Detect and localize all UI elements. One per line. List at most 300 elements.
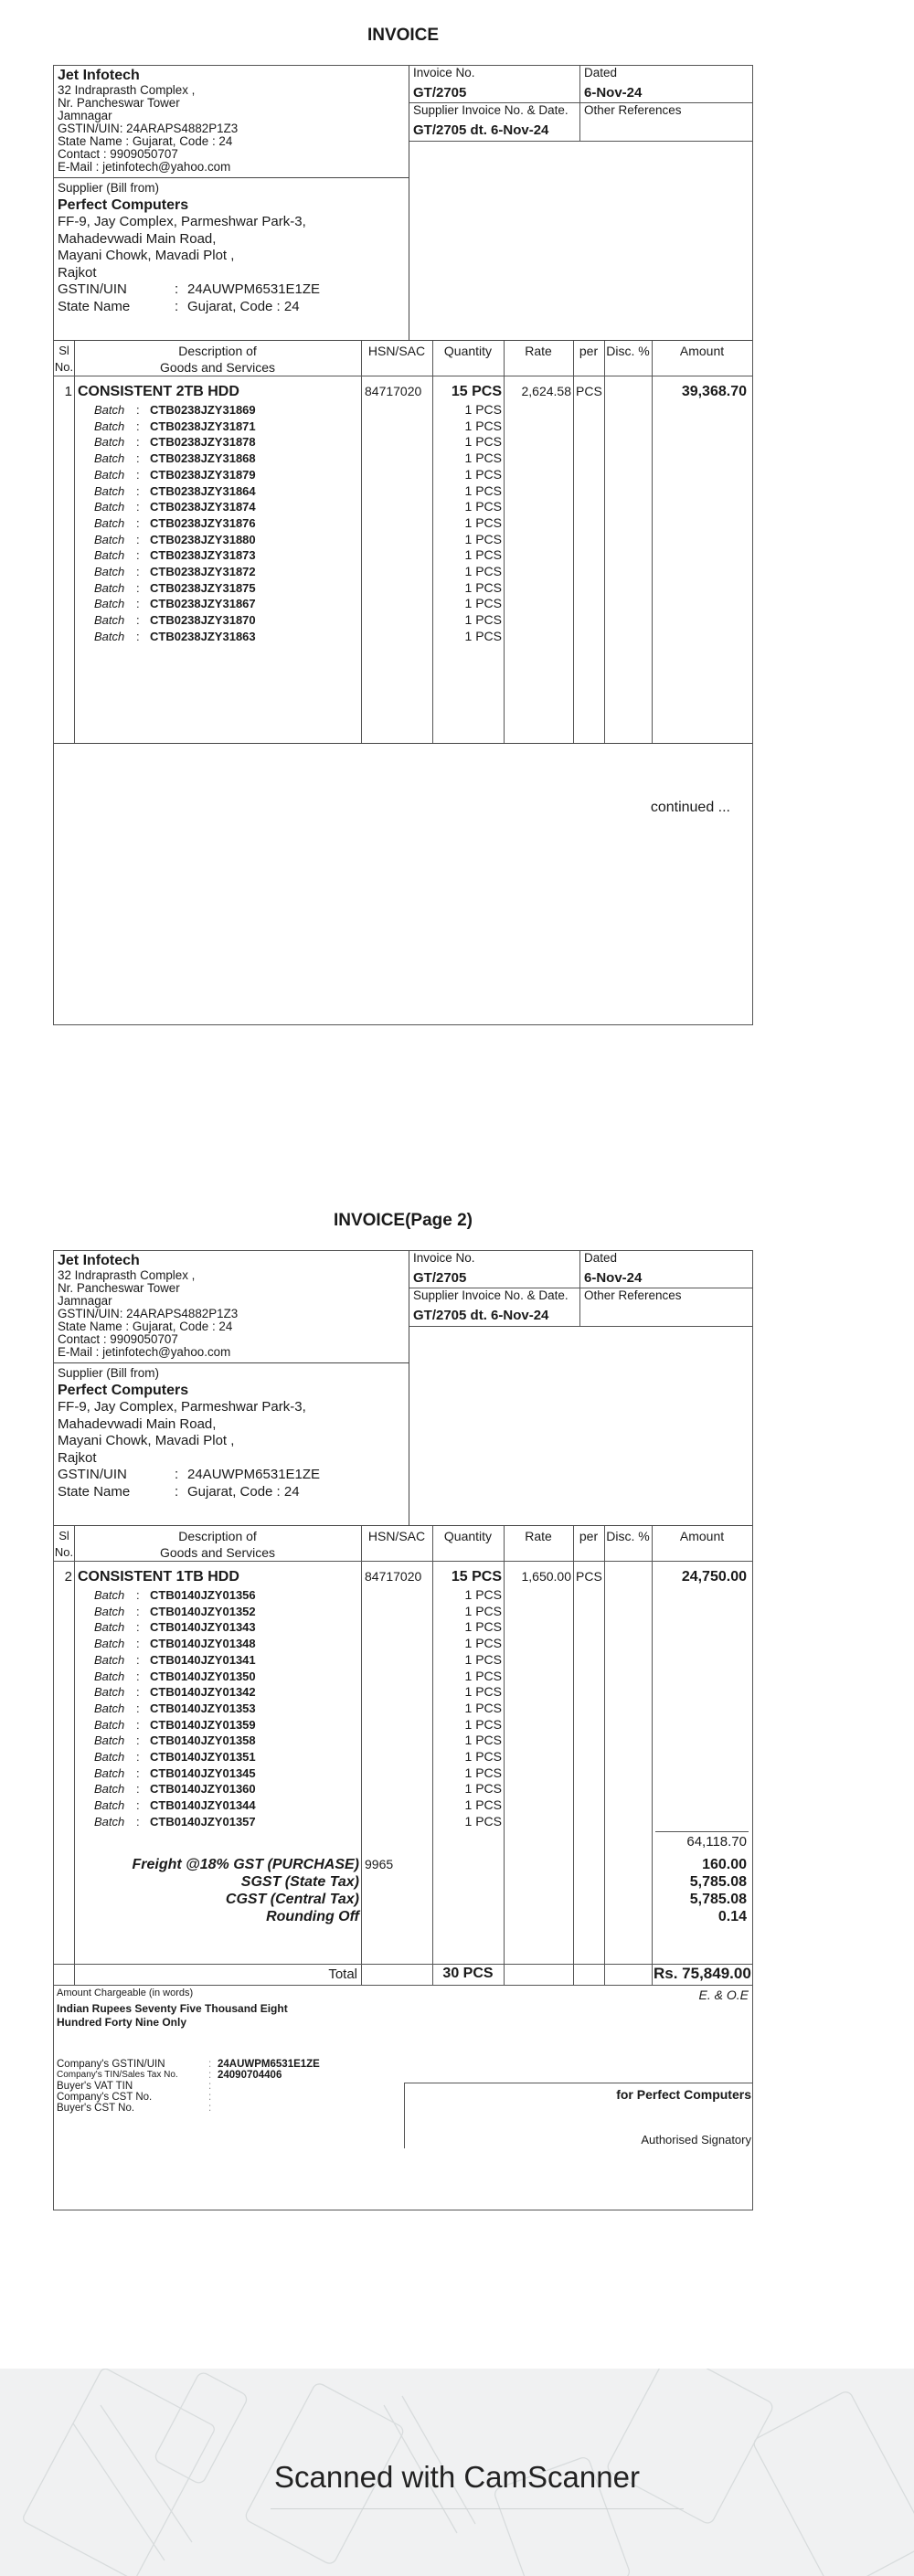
separator: :	[136, 1604, 140, 1618]
batch-label: Batch	[94, 1588, 125, 1602]
separator: :	[136, 500, 140, 514]
item-per: PCS	[576, 1569, 602, 1584]
separator: :	[136, 1588, 140, 1602]
batch-quantity: 1 PCS	[464, 451, 502, 466]
buyer-email: E-Mail : jetinfotech@yahoo.com	[58, 160, 231, 174]
batch-number: CTB0238JZY31875	[150, 580, 256, 595]
item-rate: 1,650.00	[521, 1569, 571, 1584]
batch-label: Batch	[94, 532, 125, 546]
watermark-text: Scanned with CamScanner	[274, 2460, 640, 2494]
batch-number: CTB0140JZY01353	[150, 1701, 256, 1715]
column-divider	[74, 341, 75, 743]
buyer-block	[58, 68, 238, 174]
amount-words-line2: Hundred Forty Nine Only	[57, 2016, 187, 2029]
batch-row	[94, 1587, 256, 1604]
batch-row	[94, 1652, 256, 1669]
batch-row	[94, 580, 256, 597]
divider	[54, 1362, 409, 1363]
invoice-no-label: Invoice No.	[413, 1251, 475, 1265]
supplier-invoice-cell	[409, 103, 579, 138]
separator: :	[136, 1685, 140, 1700]
supplier-address-line: Mayani Chowk, Mavadi Plot ,	[58, 248, 235, 263]
supplier-invoice-cell	[409, 1288, 579, 1323]
separator: :	[136, 1733, 140, 1748]
batch-number: CTB0238JZY31863	[150, 629, 256, 643]
item-quantity: 15 PCS	[451, 1569, 502, 1585]
batch-number: CTB0140JZY01341	[150, 1652, 256, 1667]
batch-number: CTB0238JZY31867	[150, 597, 256, 611]
batch-row	[94, 564, 256, 580]
authorised-signatory: Authorised Signatory	[641, 2133, 751, 2147]
freight-hsn: 9965	[365, 1857, 394, 1871]
supplier-name: Perfect Computers	[58, 1382, 189, 1398]
separator: :	[208, 2070, 212, 2081]
buyer-contact: Contact : 9909050707	[58, 1332, 178, 1346]
separator: :	[136, 1717, 140, 1732]
batch-label: Batch	[94, 1604, 125, 1618]
batch-quantity: 1 PCS	[464, 564, 502, 578]
column-divider	[604, 1965, 605, 1985]
invoice-no-value: GT/2705	[413, 1270, 467, 1286]
separator: :	[175, 1467, 179, 1482]
column-divider	[573, 341, 574, 743]
buyer-address-line: Jamnagar	[58, 109, 112, 122]
item-amount: 39,368.70	[681, 384, 747, 399]
tax-info-row	[57, 2092, 320, 2103]
supplier-state-label: State Name	[58, 1483, 131, 1500]
supplier-invoice-label: Supplier Invoice No. & Date.	[413, 1288, 569, 1302]
header-rate: Rate	[525, 1529, 552, 1543]
batch-label: Batch	[94, 451, 125, 466]
batch-number: CTB0140JZY01345	[150, 1765, 256, 1780]
subtotal-amount: 64,118.70	[686, 1834, 747, 1850]
other-references-cell	[580, 1288, 750, 1303]
header-amount: Amount	[679, 1529, 725, 1543]
batch-quantity: 1 PCS	[464, 1781, 502, 1797]
tax-info-label: Company's GSTIN/UIN	[57, 2059, 165, 2070]
header-per: per	[579, 1529, 599, 1543]
batch-quantity: 1 PCS	[464, 1765, 502, 1780]
batch-label: Batch	[94, 1782, 125, 1797]
supplier-state-row	[58, 1484, 320, 1501]
header-sl	[54, 343, 74, 376]
amount-words-label: Amount Chargeable (in words)	[57, 1988, 194, 1998]
batch-label: Batch	[94, 597, 125, 611]
for-company: for Perfect Computers	[616, 2087, 751, 2102]
item-sl-no: 1	[64, 384, 72, 399]
header-sl	[54, 1528, 74, 1561]
column-divider	[74, 1526, 75, 1965]
item-per: PCS	[576, 384, 602, 398]
batch-label: Batch	[94, 435, 125, 450]
separator: :	[136, 1765, 140, 1780]
freight-amount: 160.00	[702, 1857, 747, 1872]
batch-row	[94, 612, 256, 629]
separator: :	[136, 467, 140, 482]
batch-label: Batch	[94, 613, 125, 628]
batch-row	[94, 629, 256, 645]
batch-row	[94, 532, 256, 548]
separator: :	[136, 451, 140, 466]
separator: :	[175, 281, 179, 297]
batch-quantity: 1 PCS	[464, 482, 502, 498]
subtotal-rule	[655, 1831, 749, 1832]
batch-quantity: 1 PCS	[464, 1700, 502, 1715]
column-divider	[361, 341, 362, 743]
item-sl-no: 2	[64, 1569, 72, 1585]
table-header	[54, 341, 752, 376]
supplier-label: Supplier (Bill from)	[58, 181, 160, 195]
invoice-title: INVOICE	[367, 26, 440, 45]
tax-info-row	[57, 2059, 320, 2070]
sgst-label: SGST (State Tax)	[240, 1874, 359, 1890]
batch-label: Batch	[94, 565, 125, 578]
supplier-address-line: Mahadevwadi Main Road,	[58, 230, 217, 247]
header-rate: Rate	[525, 344, 552, 358]
batch-number: CTB0140JZY01359	[150, 1717, 256, 1732]
buyer-gstin: GSTIN/UIN: 24ARAPS4882P1Z3	[58, 1307, 239, 1320]
column-divider	[604, 341, 605, 743]
items-table	[54, 1526, 752, 1965]
total-amount: Rs. 75,849.00	[654, 1965, 751, 1982]
separator: :	[136, 1669, 140, 1683]
batch-row	[94, 1797, 256, 1814]
separator: :	[136, 483, 140, 498]
tax-info	[57, 2059, 320, 2114]
separator: :	[136, 1620, 140, 1635]
dated-cell	[580, 66, 750, 101]
supplier-label: Supplier (Bill from)	[58, 1366, 160, 1380]
supplier-address-line: Rajkot	[58, 1449, 97, 1466]
batch-row	[94, 1636, 256, 1652]
total-label: Total	[328, 1966, 357, 1982]
item-quantity: 15 PCS	[451, 384, 502, 399]
supplier-address-line: FF-9, Jay Complex, Parmeshwar Park-3,	[58, 214, 306, 229]
item-description: CONSISTENT 1TB HDD	[78, 1569, 239, 1585]
supplier-address-line: Rajkot	[58, 264, 97, 281]
batch-label: Batch	[94, 1798, 125, 1813]
invoice-header	[54, 1251, 752, 1526]
buyer-name: Jet Infotech	[58, 68, 140, 83]
supplier-address-line: FF-9, Jay Complex, Parmeshwar Park-3,	[58, 1399, 306, 1415]
batch-quantity: 1 PCS	[464, 418, 502, 433]
divider	[579, 66, 580, 141]
divider	[271, 2508, 684, 2509]
item-hsn: 84717020	[365, 384, 422, 398]
batch-quantity: 1 PCS	[464, 1733, 502, 1748]
invoice-sheet	[53, 65, 753, 1025]
batch-row	[94, 1717, 256, 1733]
tax-info-value: 24090704406	[218, 2070, 282, 2081]
batch-quantity: 1 PCS	[464, 402, 502, 417]
batch-label: Batch	[94, 1765, 125, 1780]
batch-row	[94, 1733, 256, 1749]
invoice-no-cell	[409, 66, 579, 101]
batch-number: CTB0140JZY01343	[150, 1620, 256, 1635]
batch-label: Batch	[94, 1620, 125, 1635]
column-divider	[504, 1965, 505, 1985]
batch-quantity: 1 PCS	[464, 499, 502, 514]
buyer-state: State Name : Gujarat, Code : 24	[58, 1320, 233, 1333]
batch-row	[94, 1749, 256, 1765]
separator: :	[136, 548, 140, 563]
separator: :	[136, 565, 140, 578]
batch-quantity: 1 PCS	[464, 1813, 502, 1829]
supplier-state-row	[58, 299, 320, 316]
buyer-address-line: Nr. Pancheswar Tower	[58, 1281, 180, 1295]
batch-number: CTB0140JZY01342	[150, 1685, 256, 1700]
batch-number: CTB0238JZY31869	[150, 403, 256, 417]
party-details	[54, 66, 409, 340]
batch-quantity: 1 PCS	[464, 1749, 502, 1764]
batch-row	[94, 1814, 256, 1830]
buyer-address-line: Nr. Pancheswar Tower	[58, 96, 180, 110]
batch-quantity: 1 PCS	[464, 1619, 502, 1635]
batch-label: Batch	[94, 419, 125, 433]
supplier-address-line: Mayani Chowk, Mavadi Plot ,	[58, 1433, 235, 1448]
continued-note: continued ...	[650, 800, 730, 815]
supplier-gstin-row	[58, 1467, 320, 1484]
batch-number: CTB0238JZY31880	[150, 532, 256, 546]
supplier-block	[58, 180, 320, 315]
item-rate: 2,624.58	[521, 384, 571, 398]
cgst-amount: 5,785.08	[689, 1892, 747, 1907]
batch-label: Batch	[94, 629, 125, 643]
batch-number: CTB0238JZY31878	[150, 435, 256, 450]
header-sl-text: Sl	[58, 344, 69, 357]
supplier-gstin-label: GSTIN/UIN	[58, 1467, 127, 1482]
batch-quantity: 1 PCS	[464, 1684, 502, 1700]
batch-label: Batch	[94, 1652, 125, 1667]
batch-number: CTB0238JZY31864	[150, 483, 256, 498]
column-divider	[652, 341, 653, 743]
separator: :	[136, 435, 140, 450]
invoice-no-cell	[409, 1251, 579, 1286]
rounding-amount: 0.14	[717, 1909, 747, 1924]
batch-number: CTB0238JZY31871	[150, 419, 256, 433]
header-hsn: HSN/SAC	[367, 1529, 426, 1543]
batch-number: CTB0140JZY01360	[150, 1782, 256, 1797]
batch-quantity: 1 PCS	[464, 628, 502, 643]
signature-box	[404, 2083, 753, 2148]
column-divider	[361, 1965, 362, 1985]
invoice-sheet	[53, 1250, 753, 2210]
separator: :	[136, 515, 140, 530]
header-description	[74, 1528, 361, 1561]
tax-info-label: Company's CST No.	[57, 2092, 153, 2103]
batch-label: Batch	[94, 1685, 125, 1700]
tax-info-row	[57, 2070, 320, 2081]
buyer-address-line: 32 Indraprasth Complex ,	[58, 83, 196, 97]
invoice-no-value: GT/2705	[413, 85, 467, 101]
batch-number: CTB0140JZY01358	[150, 1733, 256, 1748]
buyer-gstin: GSTIN/UIN: 24ARAPS4882P1Z3	[58, 122, 239, 135]
dated-label: Dated	[584, 66, 618, 80]
batch-label: Batch	[94, 1669, 125, 1683]
batch-label: Batch	[94, 580, 125, 595]
batch-label: Batch	[94, 1750, 125, 1764]
separator: :	[136, 1814, 140, 1829]
batch-label: Batch	[94, 403, 125, 417]
batch-row	[94, 1604, 256, 1620]
batch-label: Batch	[94, 500, 125, 514]
batch-number: CTB0140JZY01344	[150, 1798, 256, 1813]
supplier-gstin-label: GSTIN/UIN	[58, 281, 127, 297]
amount-words-line1: Indian Rupees Seventy Five Thousand Eight	[57, 2002, 288, 2015]
header-disc: Disc. %	[606, 1529, 650, 1543]
batch-label: Batch	[94, 515, 125, 530]
column-divider	[361, 1526, 362, 1965]
batch-row	[94, 1669, 256, 1685]
separator: :	[136, 1798, 140, 1813]
batch-row	[94, 1619, 256, 1636]
cgst-label: CGST (Central Tax)	[225, 1892, 359, 1907]
header-desc-line2: Goods and Services	[159, 360, 276, 375]
dated-value: 6-Nov-24	[584, 1270, 643, 1286]
separator: :	[136, 1782, 140, 1797]
table-header	[54, 1526, 752, 1562]
tax-info-row	[57, 2103, 320, 2114]
separator: :	[208, 2059, 212, 2070]
supplier-gstin-value: 24AUWPM6531E1ZE	[187, 1467, 321, 1482]
header-sl-no-text: No.	[54, 1545, 74, 1559]
tax-info-row	[57, 2081, 320, 2092]
item-amount: 24,750.00	[681, 1569, 747, 1585]
divider	[579, 1251, 580, 1326]
batch-label: Batch	[94, 1637, 125, 1651]
batch-row	[94, 515, 256, 532]
batch-label: Batch	[94, 1814, 125, 1829]
divider	[54, 177, 409, 178]
supplier-address-line: Mahadevwadi Main Road,	[58, 1415, 217, 1432]
buyer-address-line: 32 Indraprasth Complex ,	[58, 1268, 196, 1282]
batch-quantity: 1 PCS	[464, 579, 502, 595]
separator: :	[136, 1637, 140, 1651]
batch-quantity: 1 PCS	[464, 1651, 502, 1667]
batch-row	[94, 1765, 256, 1782]
column-divider	[573, 1526, 574, 1965]
header-desc-line2: Goods and Services	[159, 1545, 276, 1560]
batch-number: CTB0238JZY31874	[150, 500, 256, 514]
separator: :	[208, 2092, 212, 2103]
batch-row	[94, 467, 256, 483]
dated-label: Dated	[584, 1251, 618, 1265]
batch-quantity: 1 PCS	[464, 466, 502, 482]
batch-label: Batch	[94, 1717, 125, 1732]
separator: :	[136, 1652, 140, 1667]
header-desc-line1: Description of	[178, 1529, 257, 1543]
tax-info-label: Company's TIN/Sales Tax No.	[57, 2070, 178, 2080]
batch-row	[94, 1684, 256, 1701]
separator: :	[136, 1750, 140, 1764]
header-quantity: Quantity	[443, 344, 493, 358]
batch-label: Batch	[94, 1733, 125, 1748]
supplier-state-value: Gujarat, Code : 24	[187, 298, 300, 314]
total-row	[54, 1964, 752, 1986]
column-divider	[74, 1965, 75, 1985]
header-desc-line1: Description of	[178, 344, 257, 358]
dated-value: 6-Nov-24	[584, 85, 643, 101]
supplier-invoice-label: Supplier Invoice No. & Date.	[413, 103, 569, 117]
batch-number: CTB0140JZY01348	[150, 1637, 256, 1651]
supplier-state-value: Gujarat, Code : 24	[187, 1483, 300, 1500]
batch-quantity: 1 PCS	[464, 434, 502, 450]
batch-row	[94, 451, 256, 467]
separator: :	[136, 1701, 140, 1715]
batch-row	[94, 547, 256, 564]
separator: :	[208, 2081, 212, 2092]
invoice-no-label: Invoice No.	[413, 66, 475, 80]
batch-quantity: 1 PCS	[464, 1587, 502, 1602]
tax-info-label: Buyer's CST No.	[57, 2103, 135, 2114]
header-description	[74, 343, 361, 376]
item-description: CONSISTENT 2TB HDD	[78, 384, 239, 399]
separator: :	[208, 2103, 212, 2114]
tax-info-value: 24AUWPM6531E1ZE	[218, 2059, 320, 2070]
batch-quantity: 1 PCS	[464, 547, 502, 563]
batch-number: CTB0140JZY01352	[150, 1604, 256, 1618]
separator: :	[175, 1483, 179, 1500]
batch-row	[94, 402, 256, 419]
batch-row	[94, 1701, 256, 1717]
header-disc: Disc. %	[606, 344, 650, 358]
separator: :	[136, 629, 140, 643]
batch-row	[94, 499, 256, 515]
camscanner-banner	[0, 2369, 914, 2576]
buyer-contact: Contact : 9909050707	[58, 147, 178, 161]
invoice-header	[54, 66, 752, 341]
batch-quantity: 1 PCS	[464, 514, 502, 530]
batch-number: CTB0238JZY31873	[150, 548, 256, 563]
supplier-invoice-value: GT/2705 dt. 6-Nov-24	[413, 122, 549, 138]
divider	[409, 141, 752, 142]
header-sl-text: Sl	[58, 1529, 69, 1542]
sgst-amount: 5,785.08	[689, 1874, 747, 1890]
batch-row	[94, 483, 256, 500]
batch-number: CTB0140JZY01350	[150, 1669, 256, 1683]
column-divider	[504, 341, 505, 743]
header-amount: Amount	[679, 344, 725, 358]
batch-number: CTB0140JZY01351	[150, 1750, 256, 1764]
batch-label: Batch	[94, 483, 125, 498]
supplier-invoice-value: GT/2705 dt. 6-Nov-24	[413, 1308, 549, 1323]
freight-label: Freight @18% GST (PURCHASE)	[132, 1857, 359, 1872]
batch-number: CTB0238JZY31876	[150, 515, 256, 530]
header-hsn: HSN/SAC	[367, 344, 426, 358]
batch-label: Batch	[94, 548, 125, 563]
header-quantity: Quantity	[443, 1529, 493, 1543]
separator: :	[175, 298, 179, 314]
item-hsn: 84717020	[365, 1569, 422, 1584]
supplier-gstin-value: 24AUWPM6531E1ZE	[187, 281, 321, 297]
batch-number: CTB0238JZY31872	[150, 565, 256, 578]
rounding-label: Rounding Off	[266, 1909, 359, 1924]
column-divider	[604, 1526, 605, 1965]
items-table	[54, 341, 752, 744]
party-details	[54, 1251, 409, 1525]
batch-quantity: 1 PCS	[464, 1797, 502, 1813]
tax-info-label: Buyer's VAT TIN	[57, 2081, 133, 2092]
batch-row	[94, 1781, 256, 1797]
column-divider	[573, 1965, 574, 1985]
batch-number: CTB0140JZY01357	[150, 1814, 256, 1829]
dated-cell	[580, 1251, 750, 1286]
header-sl-no-text: No.	[54, 360, 74, 374]
separator: :	[136, 613, 140, 628]
batch-quantity: 1 PCS	[464, 1668, 502, 1683]
other-references-label: Other References	[584, 1288, 682, 1302]
separator: :	[136, 597, 140, 611]
